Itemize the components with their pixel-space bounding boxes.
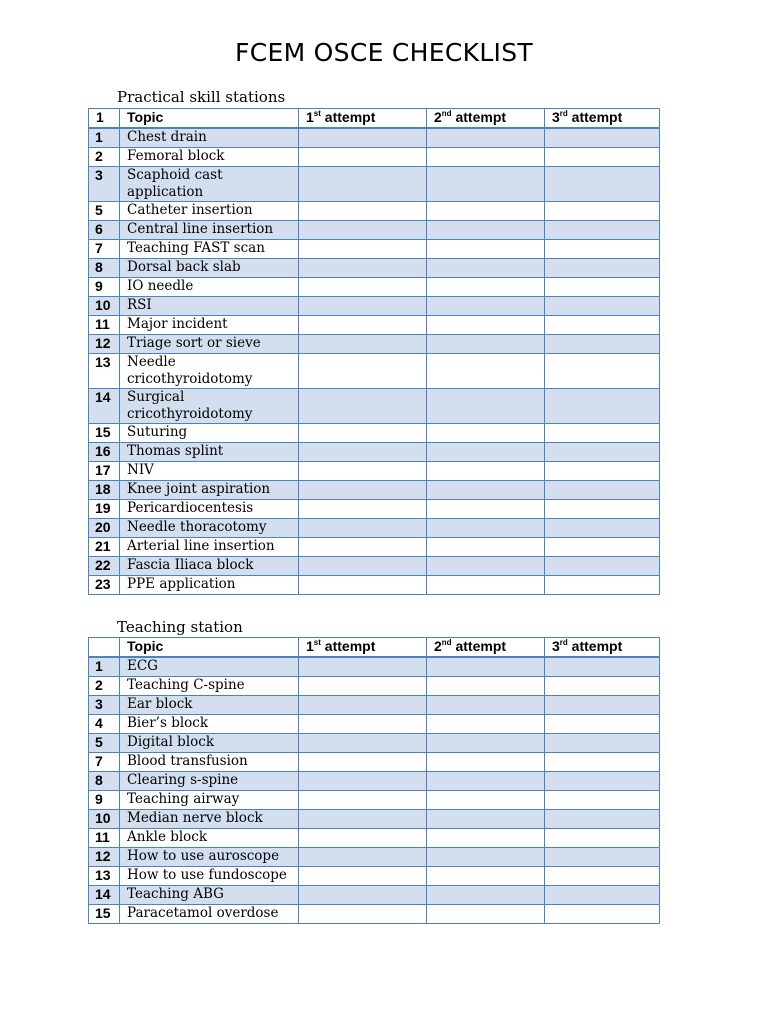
row-topic: Fascia Iliaca block	[120, 557, 299, 576]
header-attempt-1: 1st attempt	[299, 638, 427, 658]
row-number: 7	[89, 753, 120, 772]
attempt-3-cell	[545, 316, 660, 335]
attempt-2-cell	[427, 500, 545, 519]
attempt-3-cell	[545, 657, 660, 677]
table-row	[89, 696, 660, 715]
practical-skills-table	[88, 108, 660, 595]
row-number: 7	[89, 240, 120, 259]
row-number: 23	[89, 576, 120, 595]
attempt-1-cell	[299, 443, 427, 462]
row-topic: Teaching ABG	[120, 886, 299, 905]
attempt-1-cell	[299, 576, 427, 595]
attempt-2-cell	[427, 519, 545, 538]
attempt-3-cell	[545, 886, 660, 905]
table-row	[89, 734, 660, 753]
table-row	[89, 677, 660, 696]
attempt-2-cell	[427, 481, 545, 500]
table-row	[89, 424, 660, 443]
attempt-3-cell	[545, 335, 660, 354]
attempt-3-cell	[545, 867, 660, 886]
attempt-2-cell	[427, 557, 545, 576]
row-number: 11	[89, 829, 120, 848]
row-topic: Dorsal back slab	[120, 259, 299, 278]
table-row	[89, 354, 660, 389]
header-topic: Topic	[120, 638, 299, 658]
row-topic: Digital block	[120, 734, 299, 753]
attempt-2-cell	[427, 128, 545, 148]
attempt-2-cell	[427, 576, 545, 595]
row-topic: Chest drain	[120, 128, 299, 148]
table-row	[89, 481, 660, 500]
row-topic: Scaphoid cast application	[120, 167, 299, 202]
attempt-3-cell	[545, 462, 660, 481]
attempt-2-cell	[427, 867, 545, 886]
table-row	[89, 443, 660, 462]
attempt-2-cell	[427, 335, 545, 354]
table-row	[89, 259, 660, 278]
attempt-3-cell	[545, 202, 660, 221]
row-topic: Clearing s-spine	[120, 772, 299, 791]
table-header-row	[89, 109, 660, 129]
table-row	[89, 500, 660, 519]
attempt-1-cell	[299, 316, 427, 335]
row-topic: Surgical cricothyroidotomy	[120, 389, 299, 424]
table-row	[89, 297, 660, 316]
attempt-1-cell	[299, 734, 427, 753]
table-row	[89, 576, 660, 595]
attempt-3-cell	[545, 829, 660, 848]
row-topic: Arterial line insertion	[120, 538, 299, 557]
attempt-3-cell	[545, 481, 660, 500]
row-number: 15	[89, 905, 120, 924]
attempt-1-cell	[299, 538, 427, 557]
attempt-3-cell	[545, 148, 660, 167]
attempt-1-cell	[299, 791, 427, 810]
attempt-3-cell	[545, 259, 660, 278]
row-number: 21	[89, 538, 120, 557]
attempt-1-cell	[299, 221, 427, 240]
attempt-1-cell	[299, 829, 427, 848]
table-row	[89, 772, 660, 791]
practical-section-heading: Practical skill stations	[117, 88, 286, 106]
row-topic: RSI	[120, 297, 299, 316]
attempt-1-cell	[299, 167, 427, 202]
attempt-2-cell	[427, 772, 545, 791]
row-number: 20	[89, 519, 120, 538]
attempt-1-cell	[299, 557, 427, 576]
attempt-1-cell	[299, 259, 427, 278]
row-number: 9	[89, 791, 120, 810]
attempt-2-cell	[427, 696, 545, 715]
row-topic: Paracetamol overdose	[120, 905, 299, 924]
attempt-2-cell	[427, 221, 545, 240]
attempt-1-cell	[299, 696, 427, 715]
attempt-3-cell	[545, 557, 660, 576]
row-number: 4	[89, 715, 120, 734]
attempt-3-cell	[545, 443, 660, 462]
attempt-1-cell	[299, 354, 427, 389]
attempt-2-cell	[427, 389, 545, 424]
attempt-1-cell	[299, 424, 427, 443]
row-topic: Knee joint aspiration	[120, 481, 299, 500]
attempt-3-cell	[545, 905, 660, 924]
row-topic: NIV	[120, 462, 299, 481]
attempt-1-cell	[299, 848, 427, 867]
row-topic: Central line insertion	[120, 221, 299, 240]
table-row	[89, 202, 660, 221]
row-number: 8	[89, 259, 120, 278]
attempt-2-cell	[427, 278, 545, 297]
table-row	[89, 810, 660, 829]
attempt-3-cell	[545, 848, 660, 867]
attempt-1-cell	[299, 128, 427, 148]
attempt-3-cell	[545, 167, 660, 202]
attempt-2-cell	[427, 753, 545, 772]
attempt-1-cell	[299, 715, 427, 734]
header-attempt-1: 1st attempt	[299, 109, 427, 129]
attempt-1-cell	[299, 886, 427, 905]
row-number: 8	[89, 772, 120, 791]
row-topic: Thomas splint	[120, 443, 299, 462]
header-number: 1	[89, 109, 120, 129]
table-row	[89, 538, 660, 557]
teaching-section-heading: Teaching station	[117, 618, 243, 636]
table-row	[89, 657, 660, 677]
attempt-1-cell	[299, 335, 427, 354]
header-attempt-2: 2nd attempt	[427, 638, 545, 658]
table-row	[89, 316, 660, 335]
table-row	[89, 462, 660, 481]
row-number: 2	[89, 148, 120, 167]
row-number: 1	[89, 128, 120, 148]
attempt-1-cell	[299, 657, 427, 677]
row-number: 9	[89, 278, 120, 297]
table-row	[89, 715, 660, 734]
row-topic: Pericardiocentesis	[120, 500, 299, 519]
header-number	[89, 638, 120, 658]
row-number: 5	[89, 202, 120, 221]
row-topic: Suturing	[120, 424, 299, 443]
row-topic: Median nerve block	[120, 810, 299, 829]
attempt-3-cell	[545, 500, 660, 519]
header-topic: Topic	[120, 109, 299, 129]
attempt-1-cell	[299, 462, 427, 481]
table-row	[89, 848, 660, 867]
attempt-3-cell	[545, 696, 660, 715]
attempt-2-cell	[427, 259, 545, 278]
attempt-2-cell	[427, 905, 545, 924]
attempt-3-cell	[545, 424, 660, 443]
attempt-2-cell	[427, 848, 545, 867]
attempt-1-cell	[299, 772, 427, 791]
row-topic: Ear block	[120, 696, 299, 715]
attempt-2-cell	[427, 886, 545, 905]
row-number: 5	[89, 734, 120, 753]
row-topic: Bier’s block	[120, 715, 299, 734]
row-number: 1	[89, 657, 120, 677]
attempt-3-cell	[545, 538, 660, 557]
attempt-3-cell	[545, 753, 660, 772]
attempt-3-cell	[545, 734, 660, 753]
attempt-3-cell	[545, 354, 660, 389]
row-topic: PPE application	[120, 576, 299, 595]
attempt-1-cell	[299, 753, 427, 772]
row-topic: Teaching FAST scan	[120, 240, 299, 259]
table-row	[89, 867, 660, 886]
attempt-2-cell	[427, 424, 545, 443]
header-attempt-3: 3rd attempt	[545, 638, 660, 658]
attempt-1-cell	[299, 148, 427, 167]
table-row	[89, 148, 660, 167]
attempt-2-cell	[427, 657, 545, 677]
attempt-1-cell	[299, 905, 427, 924]
table-row	[89, 278, 660, 297]
attempt-2-cell	[427, 734, 545, 753]
row-number: 13	[89, 867, 120, 886]
attempt-1-cell	[299, 202, 427, 221]
attempt-2-cell	[427, 791, 545, 810]
attempt-3-cell	[545, 240, 660, 259]
row-number: 15	[89, 424, 120, 443]
row-number: 16	[89, 443, 120, 462]
attempt-1-cell	[299, 297, 427, 316]
attempt-2-cell	[427, 202, 545, 221]
attempt-1-cell	[299, 481, 427, 500]
row-number: 13	[89, 354, 120, 389]
attempt-2-cell	[427, 462, 545, 481]
row-number: 18	[89, 481, 120, 500]
table-row	[89, 829, 660, 848]
attempt-2-cell	[427, 167, 545, 202]
table-row	[89, 128, 660, 148]
teaching-station-table	[88, 637, 660, 924]
attempt-3-cell	[545, 772, 660, 791]
table-row	[89, 389, 660, 424]
attempt-1-cell	[299, 867, 427, 886]
attempt-3-cell	[545, 128, 660, 148]
row-topic: Needle cricothyroidotomy	[120, 354, 299, 389]
attempt-1-cell	[299, 677, 427, 696]
table-row	[89, 335, 660, 354]
attempt-1-cell	[299, 519, 427, 538]
attempt-2-cell	[427, 829, 545, 848]
attempt-1-cell	[299, 500, 427, 519]
row-number: 17	[89, 462, 120, 481]
row-number: 19	[89, 500, 120, 519]
attempt-2-cell	[427, 677, 545, 696]
attempt-2-cell	[427, 316, 545, 335]
attempt-3-cell	[545, 297, 660, 316]
attempt-2-cell	[427, 715, 545, 734]
attempt-3-cell	[545, 519, 660, 538]
row-topic: How to use auroscope	[120, 848, 299, 867]
row-number: 2	[89, 677, 120, 696]
row-number: 22	[89, 557, 120, 576]
row-topic: Ankle block	[120, 829, 299, 848]
attempt-2-cell	[427, 443, 545, 462]
row-topic: Teaching C-spine	[120, 677, 299, 696]
table-header-row	[89, 638, 660, 658]
row-number: 6	[89, 221, 120, 240]
attempt-3-cell	[545, 791, 660, 810]
row-number: 14	[89, 886, 120, 905]
row-topic: ECG	[120, 657, 299, 677]
attempt-1-cell	[299, 810, 427, 829]
attempt-3-cell	[545, 221, 660, 240]
table-row	[89, 905, 660, 924]
row-topic: Triage sort or sieve	[120, 335, 299, 354]
header-attempt-3: 3rd attempt	[545, 109, 660, 129]
row-number: 10	[89, 297, 120, 316]
document-title: FCEM OSCE CHECKLIST	[235, 38, 533, 67]
attempt-1-cell	[299, 389, 427, 424]
row-number: 12	[89, 335, 120, 354]
table-row	[89, 519, 660, 538]
row-topic: Major incident	[120, 316, 299, 335]
row-number: 12	[89, 848, 120, 867]
attempt-1-cell	[299, 240, 427, 259]
row-number: 11	[89, 316, 120, 335]
row-number: 10	[89, 810, 120, 829]
attempt-3-cell	[545, 576, 660, 595]
row-number: 14	[89, 389, 120, 424]
row-number: 3	[89, 696, 120, 715]
attempt-2-cell	[427, 538, 545, 557]
attempt-3-cell	[545, 278, 660, 297]
table-row	[89, 221, 660, 240]
attempt-3-cell	[545, 715, 660, 734]
row-topic: Femoral block	[120, 148, 299, 167]
row-number: 3	[89, 167, 120, 202]
table-row	[89, 791, 660, 810]
table-row	[89, 886, 660, 905]
table-row	[89, 753, 660, 772]
row-topic: Blood transfusion	[120, 753, 299, 772]
attempt-1-cell	[299, 278, 427, 297]
attempt-2-cell	[427, 297, 545, 316]
attempt-2-cell	[427, 240, 545, 259]
row-topic: IO needle	[120, 278, 299, 297]
attempt-3-cell	[545, 810, 660, 829]
row-topic: Needle thoracotomy	[120, 519, 299, 538]
row-topic: Catheter insertion	[120, 202, 299, 221]
attempt-3-cell	[545, 389, 660, 424]
attempt-2-cell	[427, 354, 545, 389]
table-row	[89, 557, 660, 576]
attempt-2-cell	[427, 148, 545, 167]
header-attempt-2: 2nd attempt	[427, 109, 545, 129]
table-row	[89, 167, 660, 202]
attempt-2-cell	[427, 810, 545, 829]
row-topic: Teaching airway	[120, 791, 299, 810]
table-row	[89, 240, 660, 259]
attempt-3-cell	[545, 677, 660, 696]
row-topic: How to use fundoscope	[120, 867, 299, 886]
